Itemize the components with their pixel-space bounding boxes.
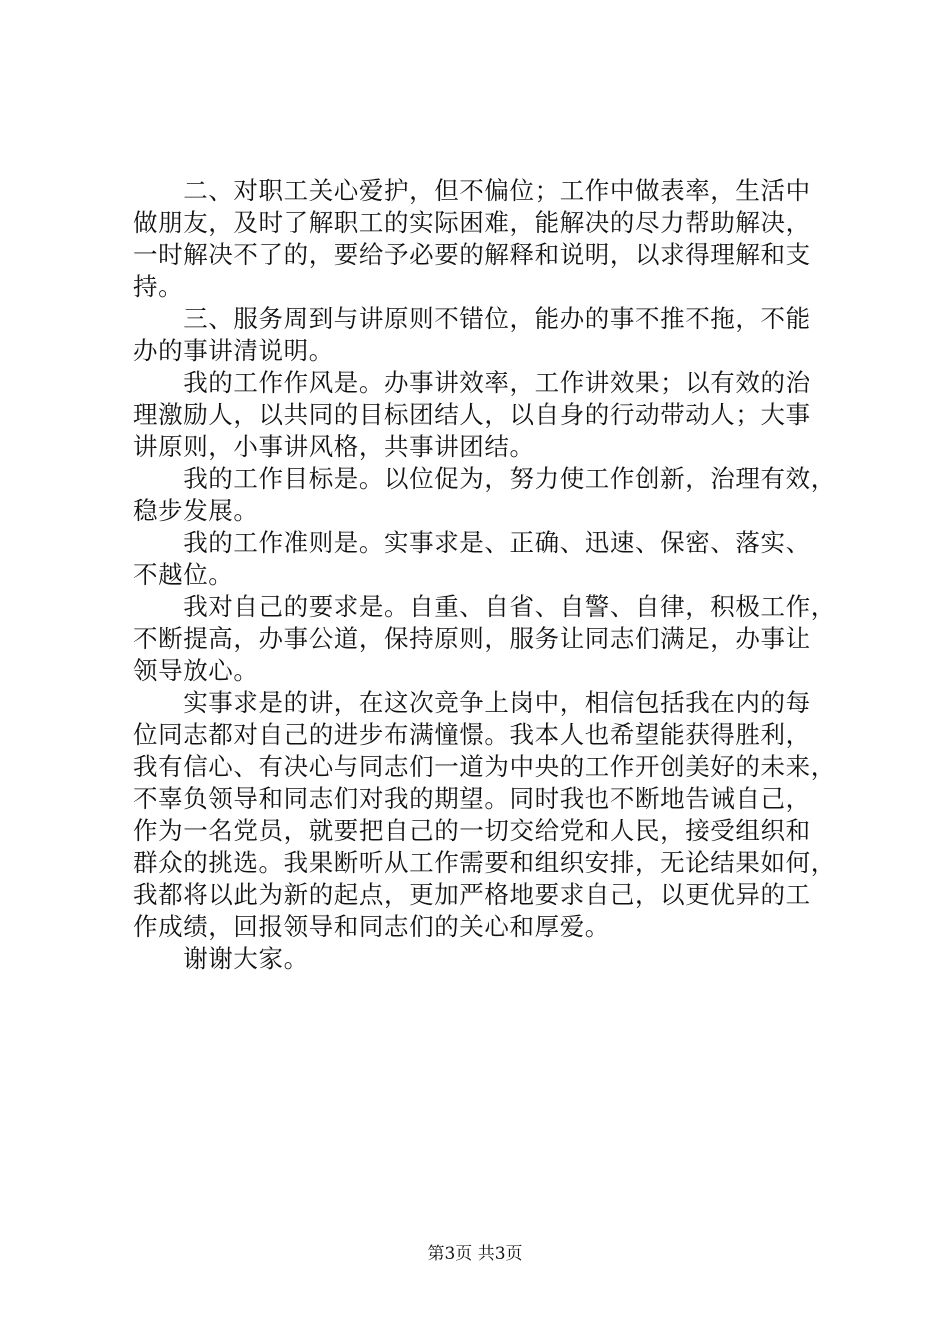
text-line: 稳步发展。 [133,496,259,525]
text-line: 持。 [133,272,184,301]
text-line: 我的工作目标是。以位促为，努力使工作创新，治理有效， [133,464,836,493]
text-line: 我都将以此为新的起点，更加严格地要求自己，以更优异的工 [133,880,811,909]
text-line: 不断提高，办事公道，保持原则，服务让同志们满足，办事让 [133,624,811,653]
text-line: 我的工作作风是。办事讲效率，工作讲效果；以有效的治 [133,368,811,397]
text-line: 三、服务周到与讲原则不错位，能办的事不推不拖，不能 [133,304,811,333]
text-line: 一时解决不了的，要给予必要的解释和说明，以求得理解和支 [133,240,811,269]
text-line: 做朋友，及时了解职工的实际困难，能解决的尽力帮助解决， [133,208,811,237]
text-line: 不越位。 [133,560,234,589]
text-line: 我对自己的要求是。自重、自省、自警、自律，积极工作， [133,592,836,621]
page-footer: 第3页 共3页 [427,1244,523,1264]
text-line: 理激励人，以共同的目标团结人，以自身的行动带动人；大事 [133,400,811,429]
text-line: 谢谢大家。 [133,944,309,973]
text-line: 领导放心。 [133,656,259,685]
text-line: 我有信心、有决心与同志们一道为中央的工作开创美好的未来， [133,752,836,781]
text-line: 二、对职工关心爱护，但不偏位；工作中做表率，生活中 [133,176,811,205]
text-line: 作为一名党员，就要把自己的一切交给党和人民，接受组织和 [133,816,811,845]
text-line: 我的工作准则是。实事求是、正确、迅速、保密、落实、 [133,528,811,557]
text-line: 作成绩，回报领导和同志们的关心和厚爱。 [133,912,610,941]
text-line: 不辜负领导和同志们对我的期望。同时我也不断地告诫自己， [133,784,811,813]
text-line: 实事求是的讲，在这次竞争上岗中，相信包括我在内的每 [133,688,811,717]
text-line: 讲原则，小事讲风格，共事讲团结。 [133,432,535,461]
text-line: 位同志都对自己的进步布满憧憬。我本人也希望能获得胜利， [133,720,811,749]
text-line: 办的事讲清说明。 [133,336,334,365]
text-line: 群众的挑选。我果断听从工作需要和组织安排，无论结果如何， [133,848,836,877]
